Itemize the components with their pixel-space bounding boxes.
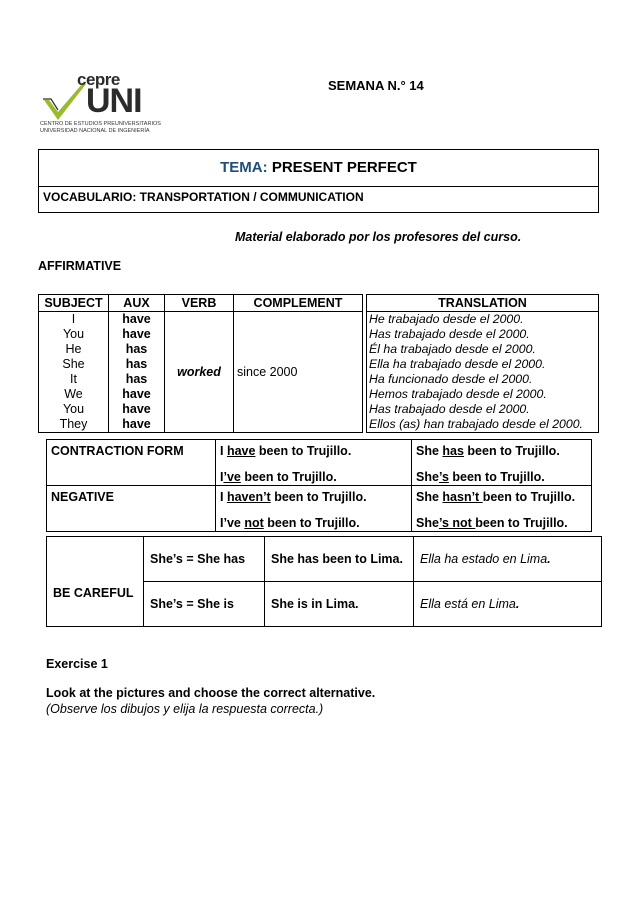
careful-equation: She’s = She is xyxy=(144,582,265,627)
translation-item: Has trabajado desde el 2000. xyxy=(369,327,530,341)
negative-i-line2: I’ve not been to Trujillo. xyxy=(220,516,360,530)
topic-divider xyxy=(39,186,598,187)
translation-item: Hemos trabajado desde el 2000. xyxy=(369,387,547,401)
careful-translation: Ella ha estado en Lima. xyxy=(414,537,602,582)
translation-item: Ellos (as) han trabajado desde el 2000. xyxy=(369,417,583,431)
aux-cell xyxy=(109,312,165,433)
translation-item: Has trabajado desde el 2000. xyxy=(369,402,530,416)
aux-item: has xyxy=(125,342,148,356)
verb-cell: worked xyxy=(165,312,234,433)
negative-she-line1: She hasn’t been to Trujillo. xyxy=(416,490,576,504)
negative-she-line2: She’s not been to Trujillo. xyxy=(416,516,568,530)
subject-item: They xyxy=(59,417,88,431)
week-number: SEMANA N.° 14 xyxy=(328,78,424,93)
header-verb: VERB xyxy=(165,295,234,312)
subject-item: She xyxy=(62,357,85,371)
careful-example: She has been to Lima. xyxy=(265,537,414,582)
conjugation-body-row xyxy=(39,312,363,433)
topic-title xyxy=(39,159,598,176)
logo-cepre-text: cepre xyxy=(77,70,120,89)
be-careful-table xyxy=(46,536,602,627)
subject-item: We xyxy=(64,387,83,401)
subject-item: You xyxy=(62,327,85,341)
subject-item: He xyxy=(65,342,82,356)
contraction-label: CONTRACTION FORM xyxy=(47,440,216,486)
contraction-she-cell xyxy=(412,440,592,486)
contraction-i-cell xyxy=(216,440,412,486)
subject-item: It xyxy=(70,372,77,386)
conjugation-table xyxy=(38,294,363,433)
contraction-i-line2: I’ve been to Trujillo. xyxy=(220,470,337,484)
translation-item: Ella ha trabajado desde el 2000. xyxy=(369,357,546,371)
negative-label: NEGATIVE xyxy=(47,486,216,532)
exercise-instruction: Look at the pictures and choose the correct alternative. xyxy=(46,686,376,700)
subject-item: I xyxy=(71,312,76,326)
translation-table xyxy=(366,294,599,433)
contraction-row xyxy=(47,440,592,486)
careful-translation: Ella está en Lima. xyxy=(414,582,602,627)
logo-uni-text: UNI xyxy=(86,82,142,120)
contraction-she-line1: She has been to Trujillo. xyxy=(416,444,560,458)
aux-item: have xyxy=(122,312,151,326)
topic-box xyxy=(38,149,599,213)
careful-row xyxy=(47,537,602,582)
aux-item: has xyxy=(125,357,148,371)
be-careful-label: BE CAREFUL xyxy=(47,537,144,627)
topic-name: PRESENT PERFECT xyxy=(271,159,417,176)
logo-caption-line2: UNIVERSIDAD NACIONAL DE INGENIERÍA xyxy=(40,128,150,134)
translation-item: Ha funcionado desde el 2000. xyxy=(369,372,533,386)
translation-item: Él ha trabajado desde el 2000. xyxy=(369,342,536,356)
header-complement: COMPLEMENT xyxy=(234,295,363,312)
complement-cell: since 2000 xyxy=(234,312,363,433)
topic-label: TEMA: xyxy=(220,159,268,176)
aux-item: have xyxy=(122,417,151,431)
aux-list xyxy=(109,312,164,432)
negative-she-cell xyxy=(412,486,592,532)
subject-item: You xyxy=(62,402,85,416)
careful-equation: She’s = She has xyxy=(144,537,265,582)
negative-i-line1: I haven’t been to Trujillo. xyxy=(220,490,367,504)
subjects-cell xyxy=(39,312,109,433)
exercise-title: Exercise 1 xyxy=(46,657,108,671)
conjugation-header-row xyxy=(39,295,363,312)
exercise-instruction-spanish: (Observe los dibujos y elija la respuesta correcta.) xyxy=(46,702,324,716)
vocabulary-line: VOCABULARIO: TRANSPORTATION / COMMUNICATION xyxy=(43,190,364,204)
affirmative-heading: AFFIRMATIVE xyxy=(38,259,122,273)
aux-item: have xyxy=(122,387,151,401)
header-translation: TRANSLATION xyxy=(367,295,599,312)
careful-example: She is in Lima. xyxy=(265,582,414,627)
contraction-i-line1: I have been to Trujillo. xyxy=(220,444,352,458)
translation-cell xyxy=(367,312,599,433)
translation-item: He trabajado desde el 2000. xyxy=(369,312,524,326)
aux-item: have xyxy=(122,327,151,341)
aux-item: have xyxy=(122,402,151,416)
translation-body-row xyxy=(367,312,599,433)
aux-item: has xyxy=(125,372,148,386)
cepre-uni-logo xyxy=(40,70,160,140)
translation-header-row xyxy=(367,295,599,312)
negative-i-cell xyxy=(216,486,412,532)
contraction-she-line2: She’s been to Trujillo. xyxy=(416,470,545,484)
subject-list xyxy=(39,312,108,432)
header-subject: SUBJECT xyxy=(39,295,109,312)
header-aux: AUX xyxy=(109,295,165,312)
negative-row xyxy=(47,486,592,532)
logo-caption-line1: CENTRO DE ESTUDIOS PREUNIVERSITARIOS xyxy=(40,121,161,127)
contraction-table xyxy=(46,439,592,532)
material-note: Material elaborado por los profesores del curso. xyxy=(235,230,522,244)
